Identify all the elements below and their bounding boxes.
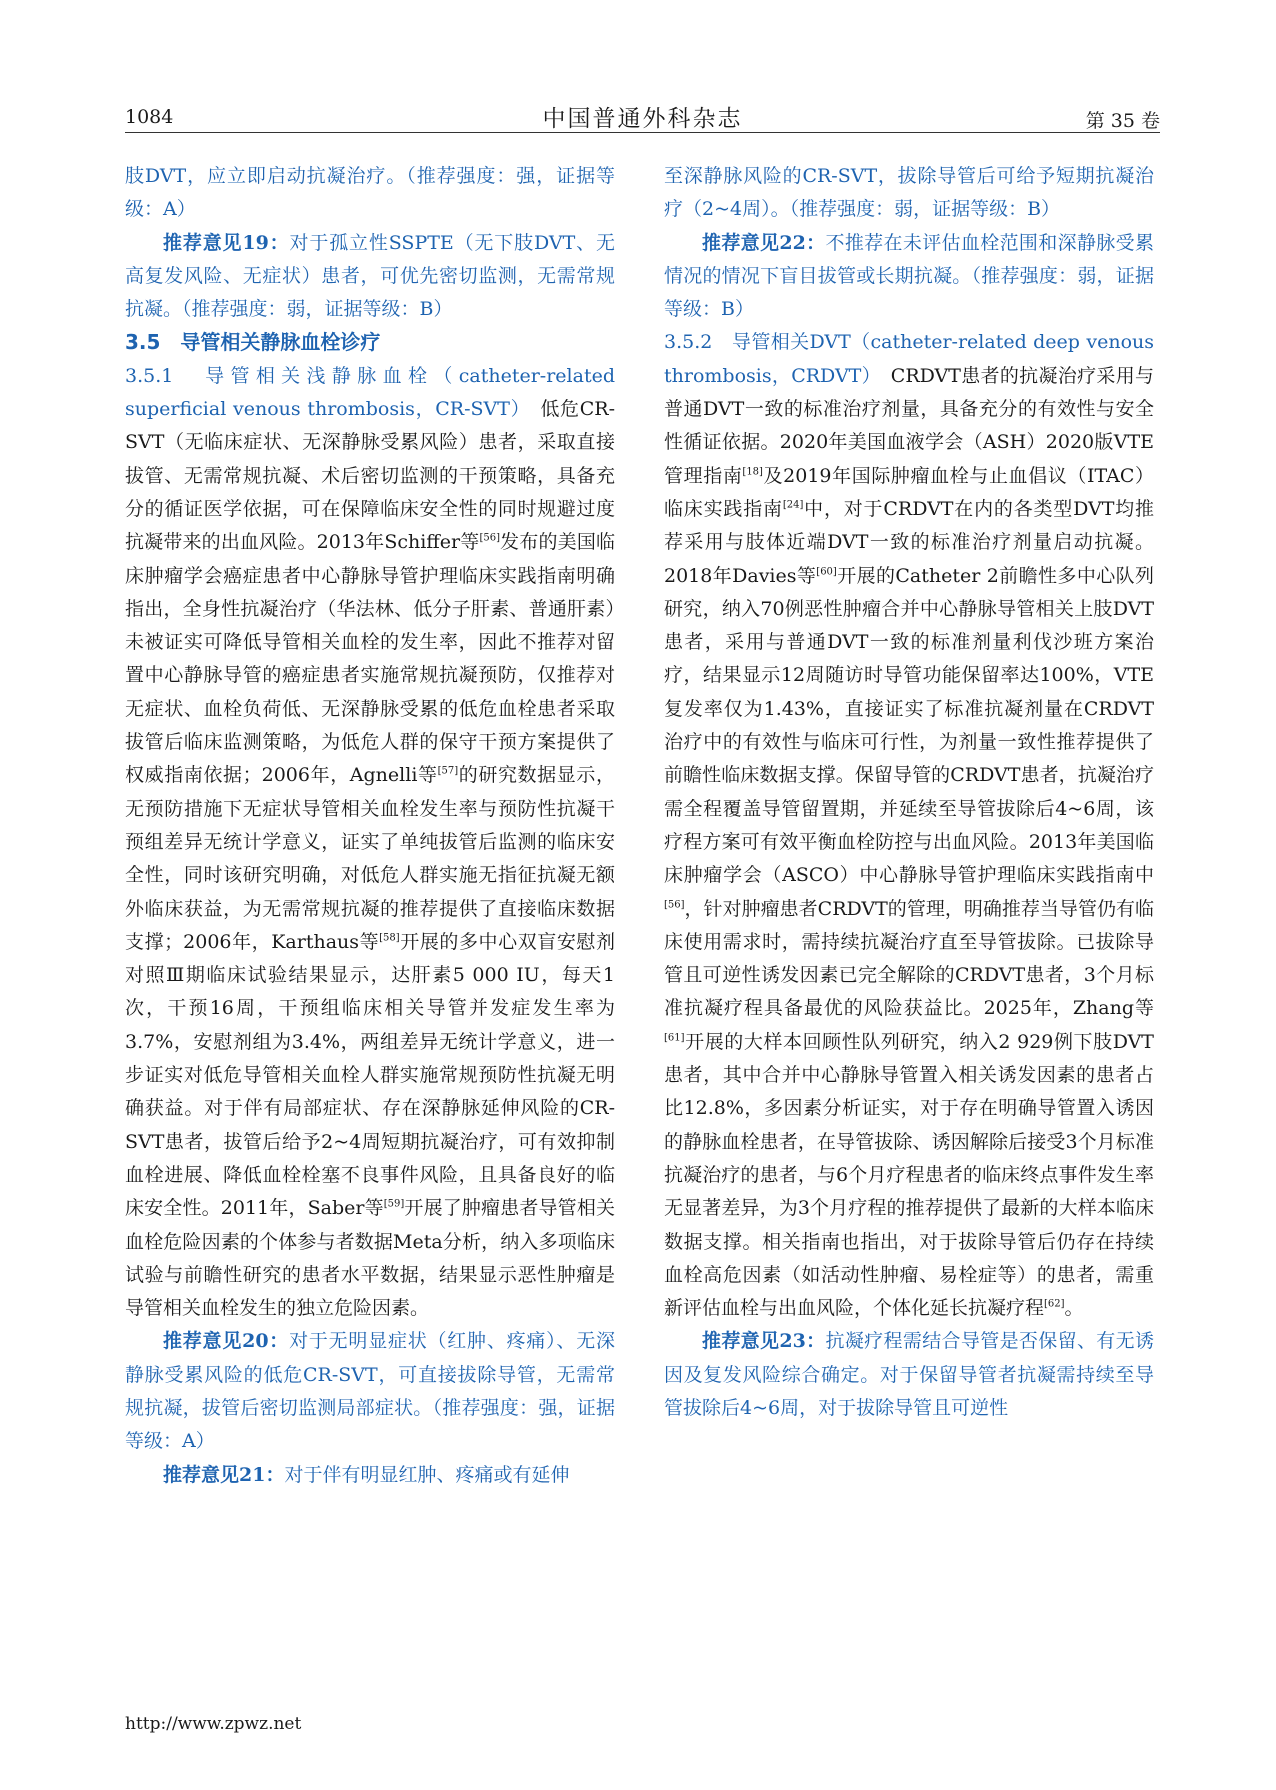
subsection-heading-3-5-2: 3.5.2 导管相关DVT（catheter-related deep venous thrombosis，CRDVT）	[664, 331, 1154, 387]
body-text: ，针对肿瘤患者CRDVT的管理，明确推荐当导管仍有临床使用需求时，需持续抗凝治疗直至导管拔除。已拔除导管且可逆性诱发因素已完全解除的CRDVT患者，3个月标准抗凝疗程具备最优的风险获益比。2025年，Zhang等	[664, 897, 1154, 1020]
body-text: 开展的Catheter 2前瞻性多中心队列研究，纳入70例恶性肿瘤合并中心静脉导管相关上肢DVT患者，采用与普通DVT一致的标准剂量利伐沙班方案治疗，结果显示12周随访时导管功能保留率达100%，VTE复发率仅为1.43%，直接证实了标准抗凝剂量在CRDVT治疗中的有效性与临床可行性，为剂量一致性推荐提供了前瞻性临床数据支撑。保留导管的CRDVT患者，抗凝治疗需全程覆盖导管留置期，并延续至导管拔除后4~6周，该疗程方案可有效平衡血栓防控与出血风险。2013年美国临床肿瘤学会（ASCO）中心静脉导管护理临床实践指南中	[664, 564, 1154, 887]
recommendation-label: 推荐意见20：	[163, 1330, 290, 1353]
body-text: 开展的多中心双盲安慰剂对照Ⅲ期临床试验结果显示，达肝素5 000 IU，每天1次，干预16周，干预组临床相关导管并发症发生率为3.7%，安慰剂组为3.4%，两组差异无统计学意义，进一步证实对低危导管相关血栓人群实施常规预防性抗凝无明确获益。对于伴有局部症状、存在深静脉延伸风险的CR-SVT患者，拔管后给予2~4周短期抗凝治疗，可有效抑制血栓进展、降低血栓栓塞不良事件风险，且具备良好的临床安全性。2011年，Saber等	[125, 930, 615, 1220]
citation-58: [58]	[379, 932, 400, 944]
recommendation-18-continuation: 肢DVT，应立即启动抗凝治疗。（推荐强度：强，证据等级：A）	[125, 165, 615, 221]
citation-59: [59]	[383, 1198, 405, 1210]
page-number: 1084	[125, 106, 174, 128]
recommendation-21	[125, 1459, 615, 1492]
citation-56: [56]	[479, 532, 500, 544]
section-3-5-2-paragraph	[664, 326, 1154, 1325]
recommendation-text: 不推荐在未评估血栓范围和深静脉受累情况的情况下盲目拔管或长期抗凝。（推荐强度：弱，证据等级：B）	[664, 231, 1154, 321]
body-text: 低危CR-SVT（无临床症状、无深静脉受累风险）患者，采取直接拔管、无需常规抗凝、术后密切监测的干预策略，具备充分的循证医学依据，可在保障临床安全性的同时规避过度抗凝带来的出血风险。2013年Schiffer等	[125, 398, 615, 554]
recommendation-text: 对于无明显症状（红肿、疼痛）、无深静脉受累风险的低危CR-SVT，可直接拔除导管，无需常规抗凝，拔管后密切监测局部症状。（推荐强度：强，证据等级：A）	[125, 1330, 615, 1453]
recommendation-text: 抗凝疗程需结合导管是否保留、有无诱因及复发风险综合确定。对于保留导管者抗凝需持续至导管拔除后4~6周，对于拔除导管且可逆性	[664, 1330, 1154, 1419]
citation-57: [57]	[437, 766, 459, 778]
recommendation-23	[664, 1325, 1154, 1425]
citation-18: [18]	[742, 466, 763, 478]
recommendation-text: 对于伴有明显红肿、疼痛或有延伸	[284, 1463, 570, 1486]
running-header	[125, 98, 1160, 133]
recommendation-label: 推荐意见23：	[702, 1330, 826, 1353]
left-column	[125, 160, 615, 1492]
citation-24: [24]	[782, 499, 804, 511]
body-text: CRDVT患者的抗凝治疗采用与普通DVT一致的标准治疗剂量，具备充分的有效性与安全性循证依据。2020年美国血液学会（ASH）2020版VTE管理指南	[664, 364, 1154, 487]
body-text: 开展了肿瘤患者导管相关血栓危险因素的个体参与者数据Meta分析，纳入多项临床试验与前瞻性研究的患者水平数据，结果显示恶性肿瘤是导管相关血栓发生的独立危险因素。	[125, 1197, 615, 1320]
body-text: 开展的大样本回顾性队列研究，纳入2 929例下肢DVT患者，其中合并中心静脉导管置入相关诱发因素的患者占比12.8%，多因素分析证实，对于存在明确导管置入诱因的静脉血栓患者，在导管拔除、诱因解除后接受3个月标准抗凝治疗的患者，与6个月疗程患者的临床终点事件发生率无显著差异，为3个月疗程的推荐提供了最新的大样本临床数据支撑。相关指南也指出，对于拔除导管后仍存在持续血栓高危因素（如活动性肿瘤、易栓症等）的患者，需重新评估血栓与出血风险，个体化延长抗凝疗程	[664, 1030, 1154, 1320]
recommendation-text: 对于孤立性SSPTE（无下肢DVT、无高复发风险、无症状）患者，可优先密切监测，无需常规抗凝。（推荐强度：弱，证据等级：B）	[125, 231, 615, 321]
body-text: 发布的美国临床肿瘤学会癌症患者中心静脉导管护理临床实践指南明确指出，全身性抗凝治疗（华法林、低分子肝素、普通肝素）未被证实可降低导管相关血栓的发生率，因此不推荐对留置中心静脉导管的癌症患者实施常规抗凝预防，仅推荐对无症状、血栓负荷低、无深静脉受累的低危血栓患者采取拔管后临床监测策略，为低危人群的保守干预方案提供了权威指南依据；2006年，Agnelli等	[125, 531, 615, 787]
section-3-5-1-paragraph	[125, 360, 615, 1326]
volume-label: 第 35 卷	[1085, 110, 1160, 132]
recommendation-label: 推荐意见19：	[163, 231, 290, 254]
body-text: 。	[1064, 1297, 1084, 1320]
body-text: 及2019年国际肿瘤血栓与止血倡议（ITAC）临床实践指南	[664, 464, 1154, 520]
right-column	[664, 160, 1154, 1425]
recommendation-label: 推荐意见21：	[163, 1463, 285, 1486]
citation-56: [56]	[664, 899, 685, 911]
body-text: 的研究数据显示，无预防措施下无症状导管相关血栓发生率与预防性抗凝干预组差异无统计学意义，证实了单纯拔管后监测的临床安全性，同时该研究明确，对低危人群实施无指征抗凝无额外临床获益，为无需常规抗凝的推荐提供了直接临床数据支撑；2006年，Karthaus等	[125, 764, 615, 953]
body-text: 中，对于CRDVT在内的各类型DVT均推荐采用与肢体近端DVT一致的标准治疗剂量启动抗凝。2018年Davies等	[664, 497, 1154, 587]
footer-url: http://www.zpwz.net	[125, 1714, 302, 1734]
recommendation-20	[125, 1325, 615, 1458]
section-heading-3-5: 3.5 导管相关静脉血栓诊疗	[125, 330, 381, 355]
recommendation-19	[125, 227, 615, 327]
citation-60: [60]	[816, 566, 837, 578]
recommendation-label: 推荐意见22：	[702, 231, 826, 254]
citation-62: [62]	[1044, 1298, 1065, 1310]
journal-title: 中国普通外科杂志	[542, 106, 743, 132]
subsection-heading-3-5-1: 3.5.1 导管相关浅静脉血栓（catheter-related superficial venous thrombosis，CR-SVT）	[125, 364, 615, 421]
recommendation-22	[664, 227, 1154, 327]
recommendation-21-continuation: 至深静脉风险的CR-SVT，拔除导管后可给予短期抗凝治疗（2~4周）。（推荐强度：弱，证据等级：B）	[664, 165, 1154, 221]
citation-61: [61]	[664, 1032, 685, 1044]
